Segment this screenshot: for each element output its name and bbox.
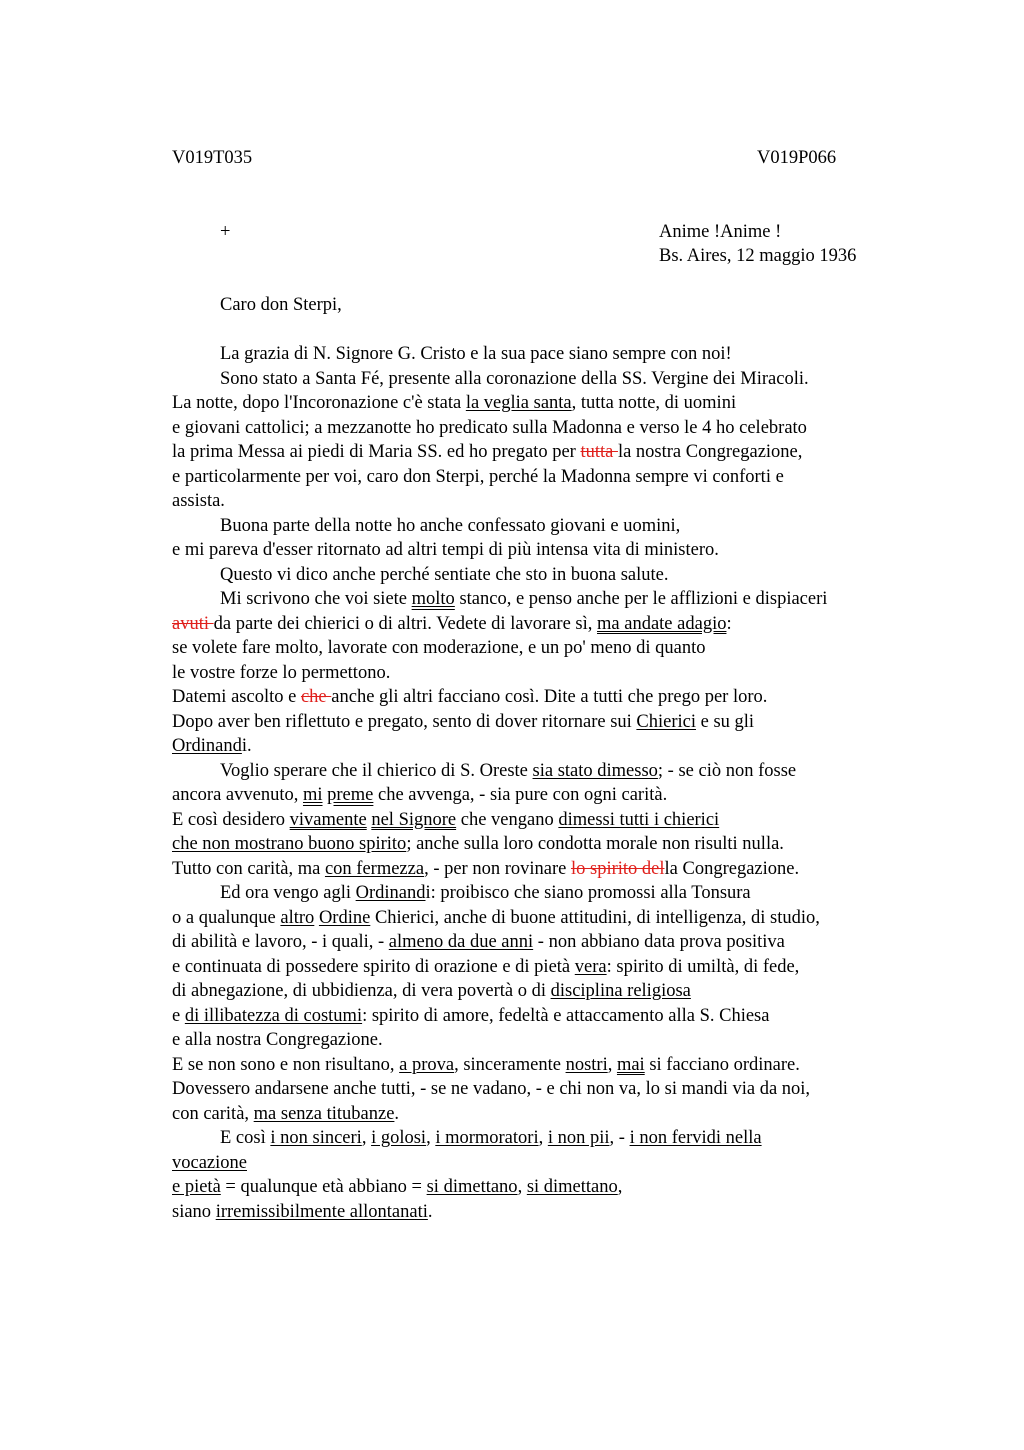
underlined-text: con fermezza bbox=[324, 858, 425, 879]
deleted-text: che bbox=[300, 687, 332, 707]
body-line: le vostre forze lo permettono. bbox=[172, 662, 391, 683]
underlined-text: irremissibilmente allontanati bbox=[215, 1201, 428, 1222]
underlined-text: di illibatezza di costumi bbox=[184, 1005, 363, 1026]
body-line: o a qualunque altro Ordine Chierici, anche di buone attitudini, di intelligenza, di studio, bbox=[172, 907, 820, 928]
document-code-left: V019T035 bbox=[172, 148, 253, 168]
body-line: Ordinandi. bbox=[172, 736, 252, 756]
body-line: Datemi ascolto e che anche gli altri facciano così. Dite a tutti che prego per loro. bbox=[172, 687, 768, 707]
double-underlined-text: mai bbox=[616, 1054, 645, 1075]
underlined-text: si dimettano bbox=[526, 1177, 618, 1197]
body-line: di abilità e lavoro, - i quali, - almeno da due anni - non abbiano data prova positiva bbox=[172, 932, 785, 952]
body-line: Voglio sperare che il chierico di S. Oreste sia stato dimesso; - se ciò non fosse bbox=[220, 760, 797, 781]
underlined-text: Chierici bbox=[636, 711, 696, 732]
body-line: avuti da parte dei chierici o di altri. Vedete di lavorare sì, ma andate adagio: bbox=[172, 613, 732, 634]
body-line: che non mostrano buono spirito; anche sulla loro condotta morale non risulti nulla. bbox=[172, 834, 784, 854]
underlined-text: i mormoratori bbox=[435, 1128, 539, 1148]
double-underlined-text: ma andate adagio bbox=[597, 613, 727, 634]
deleted-text: lo spirito del bbox=[570, 858, 665, 879]
body-line: Mi scrivono che voi siete molto stanco, e penso anche per le afflizioni e dispiaceri bbox=[220, 589, 828, 609]
body-line: e mi pareva d'esser ritornato ad altri tempi di più intensa vita di ministero. bbox=[172, 540, 719, 560]
body-line: e giovani cattolici; a mezzanotte ho predicato sulla Madonna e verso le 4 ho celebrato bbox=[172, 417, 807, 438]
double-underlined-text: vivamente bbox=[289, 809, 367, 830]
body-line: Dopo aver ben riflettuto e pregato, sento di dover ritornare sui Chierici e su gli bbox=[172, 711, 755, 732]
document-code-right: V019P066 bbox=[757, 148, 837, 168]
body-line: E così desidero vivamente nel Signore che vengano dimessi tutti i chierici bbox=[172, 809, 720, 830]
body-line: e pietà = qualunque età abbiano = si dimettano, si dimettano, bbox=[172, 1177, 623, 1197]
body-line bbox=[172, 1151, 827, 1176]
salutation: Caro don Sterpi, bbox=[220, 295, 342, 315]
body-line: Questo vi dico anche perché sentiate che sto in buona salute. bbox=[220, 564, 669, 585]
double-underlined-text: preme bbox=[327, 785, 374, 805]
underlined-text: e pietà bbox=[172, 1177, 221, 1197]
body-line: e di illibatezza di costumi: spirito di amore, fedeltà e attaccamento alla S. Chiesa bbox=[172, 1005, 770, 1026]
underlined-text: almeno da due anni bbox=[388, 932, 534, 952]
underlined-text: ma senza titubanze bbox=[253, 1103, 395, 1124]
body-line: e particolarmente per voi, caro don Sterpi, perché la Madonna sempre vi conforti e bbox=[172, 466, 784, 487]
body-line: La grazia di N. Signore G. Cristo e la sua pace siano sempre con noi! bbox=[220, 344, 732, 364]
underlined-text: dimessi tutti i chierici bbox=[558, 809, 720, 830]
underlined-text: sia stato dimesso bbox=[532, 760, 658, 781]
underlined-text: nostri bbox=[565, 1054, 608, 1075]
body-line: con carità, ma senza titubanze. bbox=[172, 1103, 400, 1124]
double-underlined-text: nel Signore bbox=[371, 809, 457, 830]
place-date: Bs. Aires, 12 maggio 1936 bbox=[659, 246, 857, 266]
underlined-text: Ordinand bbox=[355, 883, 426, 903]
body-line: Tutto con carità, ma con fermezza, - per non rovinare lo spirito della Congregazione. bbox=[172, 858, 800, 879]
body-line: Sono stato a Santa Fé, presente alla coronazione della SS. Vergine dei Miracoli. bbox=[220, 368, 809, 389]
body-line: e alla nostra Congregazione. bbox=[172, 1030, 383, 1050]
underlined-text: i non fervidi nella bbox=[629, 1128, 762, 1148]
body-line: se volete fare molto, lavorate con moderazione, e un po' meno di quanto bbox=[172, 638, 706, 658]
body-line: siano irremissibilmente allontanati. bbox=[172, 1201, 433, 1222]
body-line: Ed ora vengo agli Ordinandi: proibisco che siano promossi alla Tonsura bbox=[220, 883, 751, 903]
underlined-text: Ordine bbox=[318, 907, 371, 928]
body-line: E così i non sinceri, i golosi, i mormoratori, i non pii, - i non fervidi nella bbox=[220, 1128, 762, 1148]
underlined-text: disciplina religiosa bbox=[550, 981, 691, 1001]
underlined-text: vocazione bbox=[172, 1152, 247, 1173]
body-line: di abnegazione, di ubbidienza, di vera povertà o di disciplina religiosa bbox=[172, 981, 691, 1001]
underlined-text: i non pii bbox=[547, 1128, 610, 1148]
body-line: Buona parte della notte ho anche confessato giovani e uomini, bbox=[220, 515, 681, 536]
motto: Anime !Anime ! bbox=[659, 222, 782, 242]
body-line: Dovessero andarsene anche tutti, - se ne vadano, - e chi non va, lo si mandi via da noi, bbox=[172, 1079, 811, 1099]
deleted-text: tutta bbox=[580, 442, 618, 462]
underlined-text: Ordinand bbox=[172, 736, 242, 756]
body-line: La notte, dopo l'Incoronazione c'è stata la veglia santa, tutta notte, di uomini bbox=[172, 393, 737, 413]
body-line: assista. bbox=[172, 491, 225, 511]
underlined-text: la veglia santa bbox=[465, 393, 572, 413]
double-underlined-text: mi bbox=[302, 785, 323, 805]
underlined-text: vera bbox=[574, 956, 607, 977]
underlined-text: che non mostrano buono spirito bbox=[172, 834, 407, 854]
cross-symbol: + bbox=[220, 222, 231, 242]
body-line: e continuata di possedere spirito di orazione e di pietà vera: spirito di umiltà, di fede, bbox=[172, 956, 800, 977]
letter-body bbox=[172, 342, 827, 1224]
body-line: E se non sono e non risultano, a prova, sinceramente nostri, mai si facciano ordinare. bbox=[172, 1054, 800, 1075]
body-line: la prima Messa ai piedi di Maria SS. ed ho pregato per tutta la nostra Congregazione, bbox=[172, 442, 803, 462]
underlined-text: a prova bbox=[399, 1054, 455, 1075]
body-line: ancora avvenuto, mi preme che avvenga, - sia pure con ogni carità. bbox=[172, 785, 668, 805]
deleted-text: avuti bbox=[172, 613, 214, 634]
double-underlined-text: molto bbox=[411, 589, 455, 609]
underlined-text: i non sinceri bbox=[270, 1128, 362, 1148]
underlined-text: i golosi bbox=[371, 1128, 427, 1148]
underlined-text: altro bbox=[280, 907, 315, 928]
underlined-text: si dimettano bbox=[426, 1177, 518, 1197]
